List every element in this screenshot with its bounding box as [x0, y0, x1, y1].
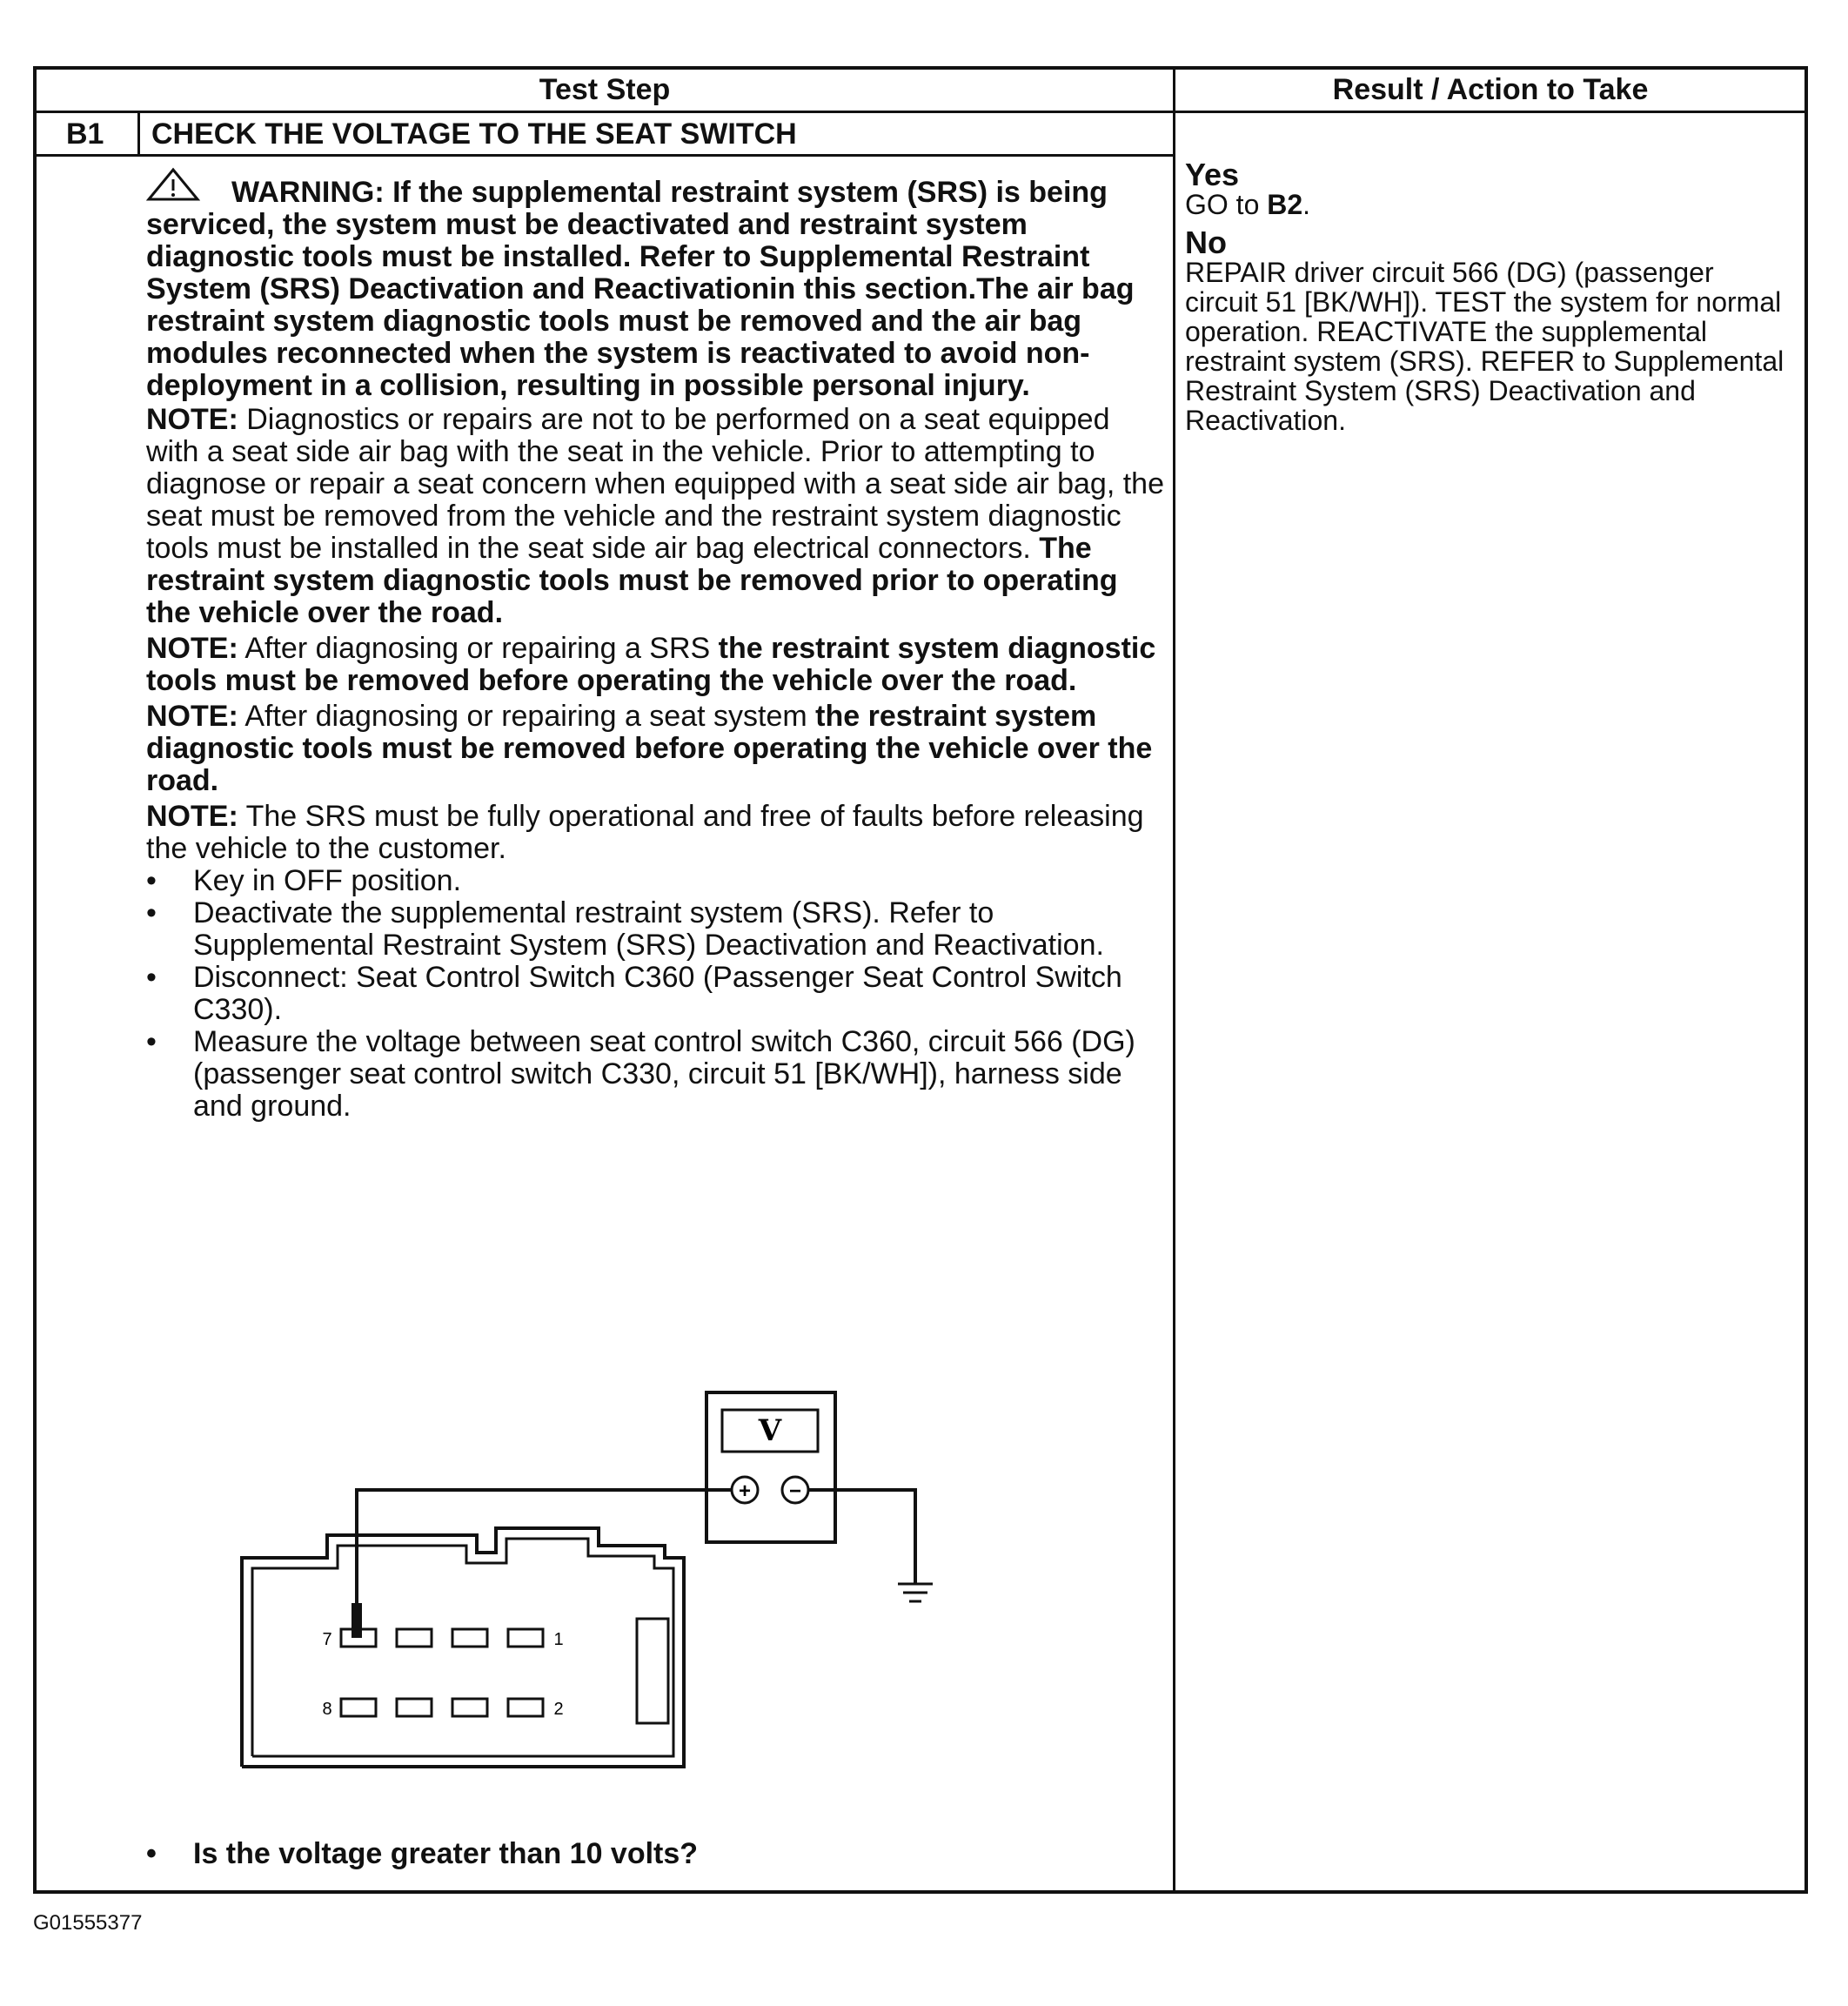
minus-terminal-label: − [788, 1479, 802, 1503]
yes-label: Yes [1185, 157, 1240, 192]
step-title: CHECK THE VOLTAGE TO THE SEAT SWITCH [151, 117, 797, 151]
note-1 [146, 404, 1164, 629]
connector-latch [637, 1619, 668, 1723]
yes-target: B2 [1267, 189, 1303, 220]
pin-7-label: 7 [322, 1630, 332, 1649]
step-id-divider [137, 113, 140, 155]
result-column [1185, 157, 1794, 436]
header-test-step-label: Test Step [539, 73, 671, 106]
note-3 [146, 701, 1164, 797]
note-1-text: Diagnostics or repairs are not to be performed on a seat equipped with a seat side air bag with the seat in the vehicle. Prior to attempting to diagnose or repair a seat concern when equipped with a seat side air bag, the seat must be removed from the vehicle and the restraint system diagnostic tools must be installed in the seat side air bag electrical connectors. [146, 403, 1164, 565]
pin-5 [397, 1629, 432, 1647]
plus-terminal-label: + [738, 1479, 752, 1503]
note-4 [146, 801, 1164, 865]
pin-8 [341, 1699, 376, 1716]
header-result-action-label: Result / Action to Take [1332, 73, 1649, 106]
figure-code: G01555377 [33, 1911, 143, 1935]
step-id: B1 [66, 117, 104, 151]
note-2 [146, 633, 1164, 697]
yes-text-1: GO to [1185, 189, 1268, 220]
note-2-bold: the restraint system diagnostic tools must be removed before operating the vehicle over the road. [146, 632, 1156, 697]
list-item: • Key in OFF position. [146, 865, 1164, 897]
note-3-bold: the restraint system diagnostic tools must be removed before operating the vehicle over the road. [146, 700, 1153, 797]
header-test-step [37, 70, 1173, 113]
no-label: No [1185, 225, 1227, 260]
list-item: • Measure the voltage between seat control switch C360, circuit 566 (DG) (passenger seat control switch C330, circuit 51 [BK/WH]), harness side and ground. [146, 1026, 1164, 1123]
voltmeter-connector-diagram [237, 1375, 950, 1828]
probe-tip [352, 1603, 362, 1638]
list-item: • Disconnect: Seat Control Switch C360 (Passenger Seat Control Switch C330). [146, 962, 1164, 1026]
no-action: REPAIR driver circuit 566 (DG) (passenger circuit 51 [BK/WH]). TEST the system for normal operation. REACTIVATE the supplemental restraint system (SRS). REFER to Supplemental Restraint System (SRS) Deactivation and Reactivation. [1185, 257, 1784, 436]
note-3-label: NOTE: [146, 700, 238, 733]
pin-2-label: 2 [553, 1700, 564, 1719]
note-2-text: After diagnosing or repairing a SRS [238, 632, 719, 665]
column-divider [1173, 70, 1175, 1890]
question [146, 1838, 1147, 1870]
test-step-body [146, 167, 1164, 1123]
warning-triangle-icon [146, 167, 231, 209]
pin-6 [397, 1699, 432, 1716]
diagnostic-table [33, 66, 1808, 1894]
pin-1-label: 1 [553, 1630, 564, 1649]
pin-8-label: 8 [322, 1700, 332, 1719]
pin-4 [452, 1699, 487, 1716]
voltmeter-symbol: V [758, 1413, 782, 1448]
pin-2 [508, 1699, 543, 1716]
note-2-label: NOTE: [146, 632, 238, 665]
warning-paragraph [146, 167, 1164, 402]
procedure-list [146, 865, 1164, 1123]
note-3-text: After diagnosing or repairing a seat system [238, 700, 816, 733]
title-row-divider [37, 154, 1173, 157]
note-1-label: NOTE: [146, 403, 238, 436]
warning-text: WARNING: If the supplemental restraint system (SRS) is being serviced, the system must be deactivated and restraint system diagnostic tools must be installed. Refer to Supplemental Restraint System (SRS) Deactivation and Reactivationin this section.The air bag restraint system diagnostic tools must be removed and the air bag modules reconnected when the system is reactivated to avoid non-deployment in a collision, resulting in possible personal injury. [146, 176, 1135, 402]
pin-3 [452, 1629, 487, 1647]
note-1-bold: The restraint system diagnostic tools must be removed prior to operating the vehicle over the road. [146, 532, 1118, 629]
pin-1 [508, 1629, 543, 1647]
note-4-text: The SRS must be fully operational and free of faults before releasing the vehicle to the customer. [146, 800, 1144, 865]
question-text: • Is the voltage greater than 10 volts? [146, 1838, 1147, 1870]
yes-text-3: . [1302, 189, 1311, 220]
list-item: • Deactivate the supplemental restraint system (SRS). Refer to Supplemental Restraint System (SRS) Deactivation and Reactivation. [146, 897, 1164, 962]
note-4-label: NOTE: [146, 800, 238, 833]
ground-symbol [898, 1584, 933, 1601]
yes-action [1185, 190, 1794, 219]
header-result-action [1173, 70, 1808, 113]
